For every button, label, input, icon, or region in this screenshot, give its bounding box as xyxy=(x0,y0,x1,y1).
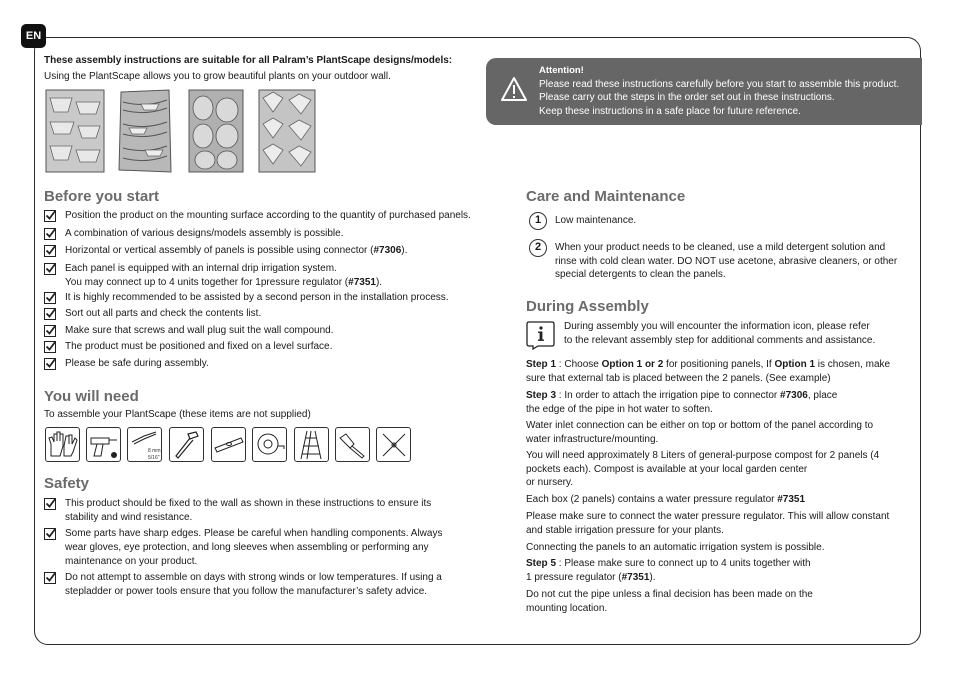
pressure-text: Please make sure to connect the water pressure regulator. This will allow constant and stable irrigation pressure for your plants. xyxy=(526,511,890,536)
panel-illustrations xyxy=(44,88,324,174)
pliers-icon xyxy=(376,427,411,462)
water-inlet-text: Water inlet connection can be either on top or bottom of the panel according to water infrastructure/mounting. xyxy=(526,420,874,445)
care-item-text: Low maintenance. xyxy=(555,215,637,226)
panel-model-1-image xyxy=(44,88,106,174)
checkbox-icon xyxy=(44,571,57,584)
drill-bit-size-mm: 8 mm xyxy=(148,448,161,454)
attention-box xyxy=(486,58,922,125)
regulator-text: Each box (2 panels) contains a water pressure regulator #7351 xyxy=(526,494,806,505)
panel-model-2-image xyxy=(117,88,173,174)
step-3-text: Step 3 : In order to attach the irrigation pipe to connector #7306, place the edge of the pipe in hot water to soften. xyxy=(526,390,838,415)
trowel-icon xyxy=(335,427,370,462)
checkbox-icon xyxy=(44,244,57,257)
step-number-1: 1 xyxy=(529,212,547,230)
drill-bit-icon xyxy=(127,427,162,462)
checkbox-icon xyxy=(44,227,57,240)
care-item-text: When your product needs to be cleaned, use a mild detergent solution and rinse with cold clean water. DO NOT use acetone, abrasive cleaners, or other special detergents to clean the panels. xyxy=(555,242,898,281)
compost-text: You will need approximately 8 Liters of general-purpose compost for 2 panels (4 pockets each). Compost is available at your local garden center or nursery. xyxy=(526,450,880,489)
list-item-text: A combination of various designs/models assembly is possible. xyxy=(65,228,344,239)
step-1-text: Step 1 : Choose Option 1 or 2 for positioning panels, If Option 1 is chosen, make sure that external tab is placed between the 2 panels. (See example) xyxy=(526,359,891,384)
list-item-text: Sort out all parts and check the contents list. xyxy=(65,308,262,319)
list-item-text: Make sure that screws and wall plug suit the wall compound. xyxy=(65,325,334,336)
panel-model-3-image xyxy=(187,88,245,174)
info-icon xyxy=(526,320,556,350)
checkbox-icon xyxy=(44,262,57,275)
step-5-text: Step 5 : Please make sure to connect up to 4 units together with 1 pressure regulator (#7351). xyxy=(526,558,811,583)
pipe-cut-text: Do not cut the pipe unless a final decision has been made on the mounting location. xyxy=(526,589,813,614)
attention-title: Attention! xyxy=(539,65,584,76)
care-heading: Care and Maintenance xyxy=(526,188,686,205)
list-item-text: Each panel is equipped with an internal drip irrigation system. You may connect up to 4 units together for 1pressure regulator (#7351). xyxy=(65,263,383,288)
drill-bit-size-inch: 5/16" xyxy=(148,455,160,461)
level-icon xyxy=(211,427,246,462)
list-item-text: This product should be fixed to the wall as shown in these instructions to ensure its stability and wind resistance. xyxy=(65,498,432,523)
you-will-need-heading: You will need xyxy=(44,388,139,405)
list-item-text: It is highly recommended to be assisted by a second person in the installation process. xyxy=(65,292,449,303)
tape-measure-icon xyxy=(252,427,287,462)
list-item-text: The product must be positioned and fixed on a level surface. xyxy=(65,341,333,352)
list-item-text: Position the product on the mounting surface according to the quantity of purchased panels. xyxy=(65,210,471,221)
checkbox-icon xyxy=(44,324,57,337)
language-badge: EN xyxy=(21,24,46,48)
list-item-text: Do not attempt to assemble on days with strong winds or low temperatures. If using a stepladder or power tools ensure that you follow the manufacturer’s safety advice. xyxy=(65,572,442,597)
attention-line: Please read these instructions carefully before you start to assemble this product. xyxy=(539,79,900,90)
attention-line: Please carry out the steps in the order set out in these instructions. xyxy=(539,92,835,103)
drill-icon xyxy=(86,427,121,462)
step-number-2: 2 xyxy=(529,239,547,257)
panel-model-4-image xyxy=(257,88,317,174)
safety-heading: Safety xyxy=(44,475,90,492)
hammer-icon xyxy=(169,427,204,462)
checkbox-icon xyxy=(44,291,57,304)
list-item-text: Some parts have sharp edges. Please be careful when handling components. Always wear gloves, eye protection, and long sleeves when assembling or performing any maintenance on your product. xyxy=(65,528,443,567)
checkbox-icon xyxy=(44,209,57,222)
gloves-icon xyxy=(45,427,80,462)
you-will-need-subtitle: To assemble your PlantScape (these items are not supplied) xyxy=(44,409,311,420)
intro-text: Using the PlantScape allows you to grow beautiful plants on your outdoor wall. xyxy=(44,71,391,82)
list-item-text: Horizontal or vertical assembly of panels is possible using connector (#7306). xyxy=(65,245,408,256)
warning-icon xyxy=(500,76,528,102)
info-text: During assembly you will encounter the information icon, please refer to the relevant assembly step for additional comments and assistance. xyxy=(564,321,876,346)
automatic-irrigation-text: Connecting the panels to an automatic irrigation system is possible. xyxy=(526,542,825,553)
checkbox-icon xyxy=(44,307,57,320)
checkbox-icon xyxy=(44,340,57,353)
checkbox-icon xyxy=(44,527,57,540)
attention-line: Keep these instructions in a safe place for future reference. xyxy=(539,106,801,117)
checkbox-icon xyxy=(44,497,57,510)
intro-heading: These assembly instructions are suitable for all Palram’s PlantScape designs/models: xyxy=(44,55,453,66)
during-assembly-heading: During Assembly xyxy=(526,298,649,315)
checkbox-icon xyxy=(44,357,57,370)
list-item-text: Please be safe during assembly. xyxy=(65,358,209,369)
before-you-start-heading: Before you start xyxy=(44,188,160,205)
ladder-icon xyxy=(294,427,329,462)
